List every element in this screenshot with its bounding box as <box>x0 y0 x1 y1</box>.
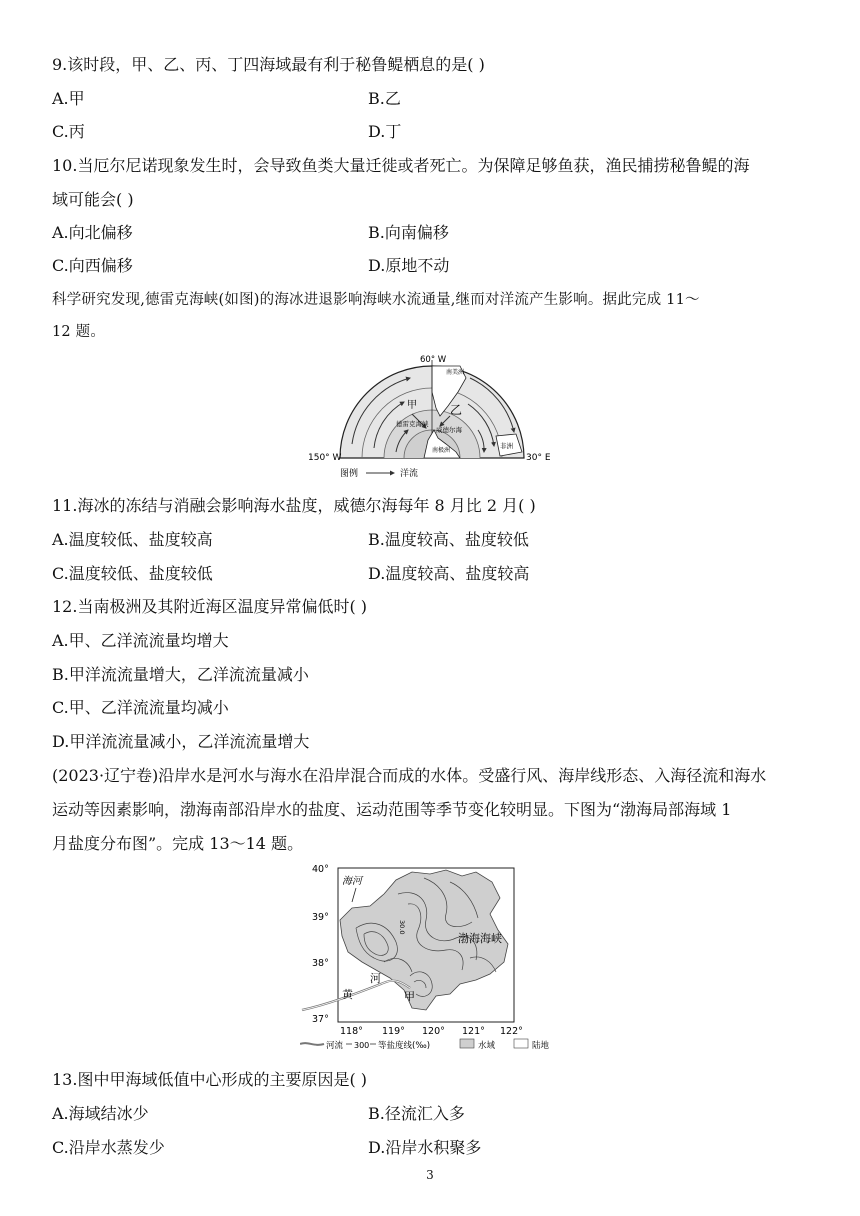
drake-passage-map <box>300 352 560 480</box>
page-number: 3 <box>426 1168 434 1182</box>
label-huang: 黄 <box>342 988 353 1001</box>
legend-river: 河流 <box>326 1041 344 1051</box>
q10-option-c: C.向西偏移 <box>52 256 133 275</box>
label-150w: 150° W <box>308 453 342 463</box>
legend-iso-text: 等盐度线(‰) <box>378 1041 431 1051</box>
lon-118: 118° <box>340 1026 363 1037</box>
lat-40: 40° <box>312 864 329 875</box>
q12-option-a: A.甲、乙洋流流量均增大 <box>52 631 229 650</box>
q9-stem: 9.该时段，甲、乙、丙、丁四海域最有利于秘鲁鳀栖息的是( ) <box>52 55 485 74</box>
label-he: 河 <box>370 972 381 985</box>
intro-13-line1: (2023·辽宁卷)沿岸水是河水与海水在沿岸混合而成的水体。受盛行风、海岸线形态、入海径流和海水 <box>52 766 767 785</box>
lon-120: 120° <box>422 1026 445 1037</box>
q13-option-d: D.沿岸水积聚多 <box>368 1138 482 1157</box>
label-isohaline: 30.0 <box>398 920 406 935</box>
legend-title: 图例 <box>340 469 359 479</box>
legend-water-icon <box>460 1039 474 1048</box>
q13-stem: 13.图中甲海域低值中心形成的主要原因是( ) <box>52 1070 368 1089</box>
q13-option-a: A.海域结冰少 <box>52 1104 149 1123</box>
lat-37: 37° <box>312 1014 329 1025</box>
q9-option-d: D.丁 <box>368 122 402 141</box>
label-jia-sea: 甲 <box>404 990 415 1003</box>
q12-option-b: B.甲洋流流量增大，乙洋流流量减小 <box>52 665 309 684</box>
q12-option-c: C.甲、乙洋流流量均减小 <box>52 698 229 717</box>
legend-land-icon <box>514 1039 528 1048</box>
label-yi: 乙 <box>450 403 463 417</box>
label-antarctica: 南极洲 <box>432 447 451 454</box>
lon-122: 122° <box>500 1026 523 1037</box>
label-drake: 德雷克海峡 <box>396 420 429 428</box>
q11-option-a: A.温度较低、盐度较高 <box>52 530 213 549</box>
q11-option-d: D.温度较高、盐度较高 <box>368 564 530 583</box>
q13-option-b: B.径流汇入多 <box>368 1104 465 1123</box>
intro-11-line1: 科学研究发现,德雷克海峡(如图)的海冰进退影响海峡水流通量,继而对洋流产生影响。据此完成 11～ <box>52 292 700 308</box>
intro-13-line3: 月盐度分布图”。完成 13～14 题。 <box>52 834 304 853</box>
lon-121: 121° <box>462 1026 485 1037</box>
legend-iso-value: 300 <box>354 1041 370 1050</box>
q12-stem: 12.当南极洲及其附近海区温度异常偏低时( ) <box>52 597 368 616</box>
intro-11-line2: 12 题。 <box>52 324 106 340</box>
label-south-america: 南美洲 <box>446 369 465 376</box>
q10-option-b: B.向南偏移 <box>368 223 449 242</box>
q11-option-b: B.温度较高、盐度较低 <box>368 530 529 549</box>
q10-stem-line1: 10.当厄尔尼诺现象发生时，会导致鱼类大量迁徙或者死亡。为保障足够鱼获，渔民捕捞秘鲁鳀的海 <box>52 156 750 175</box>
q11-option-c: C.温度较低、盐度较低 <box>52 564 213 583</box>
q10-stem-line2: 域可能会( ) <box>52 190 134 209</box>
label-bohai-strait: 渤海海峡 <box>458 932 502 945</box>
lat-38: 38° <box>312 958 329 969</box>
bohai-salinity-map <box>300 858 568 1058</box>
label-60w: 60° W <box>420 355 447 365</box>
q10-option-d: D.原地不动 <box>368 256 450 275</box>
label-haihe: 海河 <box>342 876 362 887</box>
legend-river-icon <box>300 1043 324 1045</box>
lon-119: 119° <box>382 1026 405 1037</box>
label-jia: 甲 <box>407 400 417 411</box>
q9-option-a: A.甲 <box>52 89 85 108</box>
label-30e: 30° E <box>526 453 551 463</box>
q11-stem: 11.海冰的冻结与消融会影响海水盐度，威德尔海每年 8 月比 2 月( ) <box>52 496 536 515</box>
q12-option-d: D.甲洋流流量减小，乙洋流流量增大 <box>52 732 310 751</box>
q9-option-c: C.丙 <box>52 122 85 141</box>
legend-water: 水域 <box>478 1041 496 1051</box>
q9-option-b: B.乙 <box>368 89 401 108</box>
lat-39: 39° <box>312 912 329 923</box>
intro-13-line2: 运动等因素影响，渤海南部沿岸水的盐度、运动范围等季节变化较明显。下图为“渤海局部海域 1 <box>52 800 732 819</box>
label-weddell: 威德尔海 <box>436 426 462 434</box>
q13-option-c: C.沿岸水蒸发少 <box>52 1138 165 1157</box>
legend-current: 洋流 <box>400 469 419 479</box>
label-africa: 非洲 <box>500 442 513 450</box>
q10-option-a: A.向北偏移 <box>52 223 133 242</box>
legend-land: 陆地 <box>532 1041 550 1051</box>
